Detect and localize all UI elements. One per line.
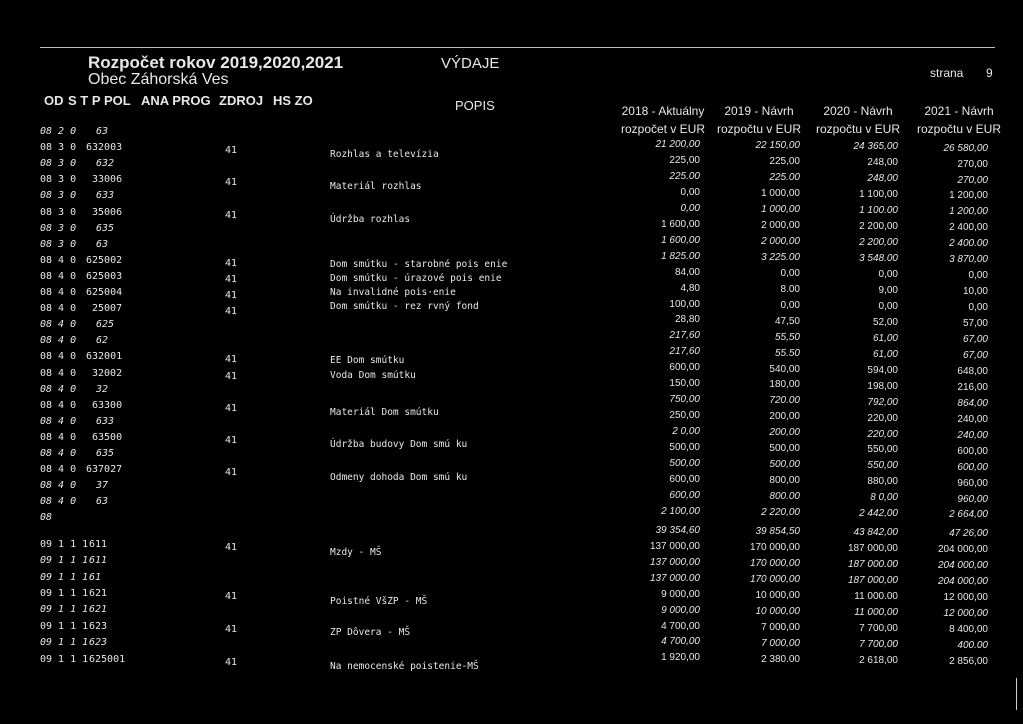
amount-2020: 8 0,00 — [870, 492, 898, 504]
amount-2020: 7 700,00 — [859, 638, 898, 650]
row-od: 08 4 0 — [40, 351, 77, 363]
amount-2019: 2 000,00 — [761, 219, 800, 231]
amount-2019: 47,50 — [774, 315, 800, 327]
row-od: 08 2 0 — [40, 126, 77, 137]
amount-2019: 225,00 — [769, 156, 800, 168]
amount-2019: 180,00 — [769, 379, 800, 391]
col-pol: POL — [104, 93, 131, 108]
row-od: 08 3 0 — [40, 222, 77, 234]
row-description: Dom smútku - rez rvný fond — [330, 301, 479, 313]
row-od: 08 3 0 — [40, 142, 77, 154]
amount-2018: 217,60 — [669, 346, 700, 358]
row-zdroj: 41 — [225, 145, 238, 157]
amount-2021: 960,00 — [957, 477, 988, 489]
row-od: 08 4 0 — [40, 254, 77, 266]
row-description: Mzdy - MŠ — [330, 546, 382, 558]
row-code: 633 — [96, 415, 115, 427]
amount-2020: 11 000,00 — [854, 606, 898, 618]
amount-2019: 55,50 — [774, 331, 800, 343]
amount-2021: 204 000,00 — [937, 560, 988, 572]
amount-2019: 8.00 — [780, 283, 800, 295]
row-description: Údržba rozhlas — [330, 213, 411, 225]
col-2018-line1: 2018 - Aktuálny — [621, 104, 705, 118]
row-code: 635 — [96, 222, 115, 234]
amount-2021: 600,00 — [957, 445, 988, 457]
row-od: 08 3 0 — [40, 174, 77, 186]
row-od: 09 1 1 1 — [40, 653, 89, 665]
row-od: 08 4 0 — [40, 287, 77, 298]
col-2020-line2: rozpočtu v EUR — [815, 122, 901, 136]
amount-2018: 2 100,00 — [661, 505, 700, 517]
row-code: 63 — [96, 238, 109, 250]
amount-2019: 170 000,00 — [749, 557, 800, 569]
amount-2019: 200,00 — [769, 427, 800, 439]
amount-2019: 0,00 — [780, 267, 800, 279]
amount-2019: 2 000,00 — [761, 235, 800, 247]
row-description: ZP Dôvera - MŠ — [330, 626, 411, 638]
col-ana-prog: ANA PROG — [141, 93, 211, 108]
row-od: 08 4 0 — [40, 303, 77, 315]
row-description: Materiál rozhlas — [330, 181, 422, 193]
amount-2020: 1 100,00 — [859, 189, 898, 201]
amount-2021: 67,00 — [962, 349, 988, 361]
row-od: 08 4 0 — [40, 367, 77, 379]
row-od: 09 1 1 1 — [40, 538, 89, 550]
amount-2021: 204 000,00 — [937, 576, 988, 588]
amount-2018: 39 354,60 — [655, 524, 700, 536]
amount-2020: 550,00 — [867, 444, 898, 456]
amount-2021: 12 000,00 — [943, 608, 988, 620]
row-od: 08 4 0 — [40, 383, 77, 395]
amount-2019: 7 000,00 — [761, 621, 800, 633]
row-code: 633 — [96, 190, 115, 202]
amount-2021: 3 870,00 — [949, 254, 988, 266]
amount-2020: 2 200,00 — [859, 237, 898, 249]
amount-2018: 600,00 — [669, 489, 700, 501]
amount-2018: 137 000.00 — [649, 572, 700, 584]
row-code: 625001 — [89, 653, 126, 665]
amount-2018: 1 825.00 — [661, 250, 700, 262]
amount-2019: 39 854,50 — [755, 526, 800, 537]
amount-2020: 187 000,00 — [847, 575, 898, 587]
amount-2019: 170 000,00 — [749, 541, 800, 553]
row-description: Dom smútku - úrazové pois enie — [330, 272, 502, 284]
col-2021-line2: rozpočtu v EUR — [916, 122, 1002, 136]
amount-2020: 43 842,00 — [853, 527, 898, 539]
amount-2020: 0,00 — [878, 300, 898, 312]
row-code: 637027 — [86, 464, 123, 476]
row-code: 32 — [96, 383, 109, 395]
row-code: 35006 — [92, 206, 123, 218]
amount-2021: 2 856,00 — [949, 656, 988, 667]
amount-2020: 52,00 — [872, 316, 898, 328]
row-zdroj: 41 — [225, 467, 238, 479]
amount-2019: 10 000,00 — [755, 605, 800, 617]
amount-2021: 648,00 — [957, 365, 988, 377]
amount-2019: 10 000,00 — [755, 589, 800, 601]
amount-2019: 0,00 — [780, 299, 800, 311]
row-description: Dom smútku - starobné pois enie — [330, 258, 508, 270]
row-od: 09 1 1 1 — [40, 620, 89, 632]
row-od: 08 3 0 — [40, 158, 77, 170]
amount-2020: 198,00 — [867, 380, 898, 392]
amount-2020: 792,00 — [867, 396, 898, 408]
amount-2018: 2 0,00 — [672, 426, 700, 438]
page-label: strana — [930, 66, 964, 80]
amount-2018: 225,00 — [669, 154, 700, 166]
row-zdroj: 41 — [225, 306, 238, 318]
amount-2020: 187 000.00 — [847, 559, 898, 571]
amount-2020: 2 442,00 — [859, 508, 898, 520]
row-code: 621 — [89, 588, 108, 599]
amount-2019: 800,00 — [769, 475, 800, 487]
row-code: 625004 — [86, 287, 123, 298]
row-description: Poistné VšZP - MŠ — [330, 596, 428, 607]
col-stp: S T P — [68, 93, 101, 108]
amount-2020: 2 200,00 — [859, 221, 898, 233]
amount-2020: 880,00 — [867, 476, 898, 488]
col-od: OD — [44, 93, 64, 108]
amount-2018: 1 920,00 — [661, 652, 700, 664]
row-code: 37 — [96, 480, 109, 492]
col-popis: POPIS — [455, 98, 495, 113]
amount-2020: 11 000.00 — [854, 591, 898, 602]
row-od: 08 4 0 — [40, 415, 77, 427]
row-od: 08 4 0 — [40, 431, 77, 443]
amount-2018: 600,00 — [669, 362, 700, 374]
amount-2021: 270,00 — [957, 174, 988, 186]
row-zdroj: 41 — [225, 656, 238, 668]
amount-2021: 1 200,00 — [949, 190, 988, 202]
amount-2018: 1 600,00 — [661, 218, 700, 230]
row-code: 625002 — [86, 254, 123, 266]
amount-2019: 2 380.00 — [761, 653, 800, 665]
amount-2021: 1 200,00 — [949, 206, 988, 218]
amount-2021: 240,00 — [957, 429, 988, 441]
row-od: 08 3 0 — [40, 238, 77, 250]
amount-2021: 204 000,00 — [937, 544, 988, 556]
row-zdroj: 41 — [225, 257, 238, 269]
row-description: Odmeny dohoda Dom smú ku — [330, 472, 468, 484]
row-zdroj: 41 — [225, 402, 238, 414]
amount-2020: 248,00 — [867, 157, 898, 169]
amount-2020: 187 000,00 — [847, 543, 898, 555]
col-2019-line1: 2019 - Návrh — [724, 104, 794, 118]
amount-2018: 84,00 — [674, 266, 700, 278]
amount-2021: 2 664,00 — [949, 509, 988, 521]
row-od: 08 3 0 — [40, 190, 77, 202]
amount-2021: 216,00 — [957, 381, 988, 393]
amount-2018: 500,00 — [669, 442, 700, 454]
row-zdroj: 41 — [225, 591, 238, 602]
row-od: 09 1 1 1 — [40, 555, 89, 567]
amount-2021: 600,00 — [957, 461, 988, 473]
amount-2019: 500,00 — [769, 459, 800, 471]
amount-2020: 1 100.00 — [859, 205, 898, 217]
row-code: 621 — [89, 604, 108, 616]
amount-2021: 26 580,00 — [943, 142, 988, 154]
col-2021-line1: 2021 - Návrh — [924, 104, 994, 118]
amount-2018: 137 000,00 — [649, 556, 700, 568]
row-code: 611 — [89, 538, 108, 550]
amount-2020: 61,00 — [872, 332, 898, 344]
row-code: 63 — [96, 496, 109, 508]
amount-2019: 720.00 — [769, 395, 800, 407]
amount-2020: 3 548.00 — [859, 253, 898, 265]
amount-2019: 1 000,00 — [761, 204, 800, 215]
amount-2018: 21 200,00 — [655, 139, 700, 150]
amount-2021: 8 400,00 — [949, 624, 988, 636]
amount-2020: 24 365,00 — [853, 141, 898, 153]
row-zdroj: 41 — [225, 290, 238, 301]
amount-2018: 4 700,00 — [661, 620, 700, 632]
row-description: Údržba budovy Dom smú ku — [330, 438, 468, 450]
row-od: 08 3 0 — [40, 206, 77, 218]
row-zdroj: 41 — [225, 370, 238, 382]
row-code: 62 — [96, 335, 109, 347]
amount-2019: 200,00 — [769, 411, 800, 423]
row-code: 63300 — [92, 399, 123, 411]
amount-2018: 4,80 — [680, 282, 700, 294]
row-od: 08 4 0 — [40, 319, 77, 331]
amount-2021: 960,00 — [957, 493, 988, 505]
row-zdroj: 41 — [225, 273, 238, 285]
amount-2018: 250,00 — [669, 410, 700, 422]
document-title: Rozpočet rokov 2019,2020,2021 — [88, 53, 344, 72]
amount-2021: 47 26,00 — [949, 528, 988, 540]
edge-mark — [1016, 678, 1017, 710]
amount-2020: 2 618,00 — [859, 654, 898, 666]
amount-2018: 0,00 — [680, 186, 700, 198]
amount-2019: 540,00 — [769, 363, 800, 375]
row-zdroj: 41 — [225, 354, 238, 366]
amount-2019: 7 000,00 — [761, 637, 800, 649]
col-2018-line2: rozpočet v EUR — [620, 122, 706, 136]
amount-2018: 100,00 — [669, 298, 700, 310]
amount-2019: 225.00 — [769, 172, 800, 184]
row-od: 08 4 0 — [40, 335, 77, 347]
header-rule — [40, 47, 995, 48]
col-hs-zo: HS ZO — [273, 93, 313, 108]
amount-2020: 61,00 — [872, 348, 898, 360]
row-code: 63 — [96, 126, 109, 137]
row-zdroj: 41 — [225, 434, 238, 446]
col-2020-line1: 2020 - Návrh — [823, 104, 893, 118]
row-code: 63500 — [92, 431, 123, 443]
row-zdroj: 41 — [225, 209, 238, 221]
amount-2019: 22 150,00 — [755, 140, 800, 152]
amount-2019: 170 000,00 — [749, 573, 800, 585]
amount-2018: 600,00 — [669, 473, 700, 485]
amount-2018: 137 000,00 — [649, 540, 700, 552]
amount-2018: 750,00 — [669, 394, 700, 406]
row-code: 625 — [96, 319, 115, 331]
row-zdroj: 41 — [225, 541, 238, 553]
amount-2018: 9 000,00 — [661, 588, 700, 600]
amount-2018: 4 700,00 — [661, 636, 700, 648]
row-od: 09 1 1 1 — [40, 604, 89, 616]
row-od: 08 4 0 — [40, 270, 77, 282]
amount-2019: 3 225.00 — [761, 251, 800, 263]
row-description: Na invalidné pois·enie — [330, 287, 456, 298]
amount-2019: 2 220,00 — [761, 507, 800, 519]
col-zdroj: ZDROJ — [219, 93, 264, 108]
row-code: 611 — [89, 555, 108, 567]
row-description: EE Dom smútku — [330, 355, 405, 367]
amount-2021: 10,00 — [962, 286, 988, 298]
section-title: VÝDAJE — [441, 55, 500, 72]
row-description: Rozhlas a televízia — [330, 149, 439, 161]
amount-2018: 9 000,00 — [661, 604, 700, 616]
row-code: 635 — [96, 448, 115, 459]
row-code: 625003 — [86, 270, 123, 282]
amount-2018: 225.00 — [669, 170, 700, 182]
amount-2018: 28,80 — [674, 314, 700, 326]
amount-2019: 500,00 — [769, 443, 800, 455]
amount-2021: 864,00 — [957, 397, 988, 409]
row-od: 08 — [40, 512, 53, 524]
row-code: 632003 — [86, 142, 123, 154]
amount-2018: 0,00 — [680, 202, 700, 214]
row-code: 61 — [89, 571, 102, 583]
row-code: 32002 — [92, 367, 123, 379]
amount-2020: 594,00 — [867, 364, 898, 376]
row-od: 08 4 0 — [40, 496, 77, 508]
row-od: 09 1 1 1 — [40, 588, 89, 599]
row-od: 09 1 1 1 — [40, 637, 89, 649]
row-description: Na nemocenské poistenie-MŠ — [330, 660, 479, 672]
row-od: 08 4 0 — [40, 448, 77, 459]
row-description: Materiál Dom smútku — [330, 406, 439, 418]
amount-2018: 217,60 — [669, 330, 700, 342]
row-description: Voda Dom smútku — [330, 369, 416, 381]
row-code: 632001 — [86, 351, 123, 363]
amount-2021: 67,00 — [962, 334, 988, 345]
amount-2020: 0,00 — [878, 269, 898, 280]
amount-2018: 1 600,00 — [661, 234, 700, 246]
row-code: 623 — [89, 637, 108, 649]
amount-2019: 1 000,00 — [761, 188, 800, 200]
amount-2021: 12 000,00 — [943, 592, 988, 604]
amount-2020: 220,00 — [867, 412, 898, 424]
amount-2020: 7 700,00 — [859, 622, 898, 634]
page-number: 9 — [986, 66, 993, 80]
row-od: 08 4 0 — [40, 480, 77, 492]
row-od: 08 4 0 — [40, 399, 77, 411]
amount-2021: 57,00 — [962, 318, 988, 330]
col-2019-line2: rozpočtu v EUR — [716, 122, 802, 136]
amount-2019: 55.50 — [774, 347, 800, 359]
row-code: 623 — [89, 620, 108, 632]
amount-2018: 500,00 — [669, 458, 700, 469]
amount-2020: 9,00 — [878, 284, 898, 296]
municipality-name: Obec Záhorská Ves — [88, 71, 229, 88]
amount-2021: 270,00 — [957, 158, 988, 170]
amount-2019: 800.00 — [769, 491, 800, 503]
amount-2021: 0,00 — [968, 270, 988, 282]
amount-2021: 400.00 — [957, 640, 988, 652]
row-zdroj: 41 — [225, 177, 238, 189]
amount-2020: 220,00 — [867, 428, 898, 440]
amount-2020: 248,00 — [867, 173, 898, 185]
amount-2020: 550,00 — [867, 460, 898, 472]
amount-2021: 0,00 — [968, 302, 988, 314]
row-od: 08 4 0 — [40, 464, 77, 476]
row-od: 09 1 1 1 — [40, 571, 89, 583]
row-code: 25007 — [92, 303, 123, 315]
row-code: 33006 — [92, 174, 123, 186]
row-code: 632 — [96, 158, 115, 170]
row-zdroj: 41 — [225, 623, 238, 635]
amount-2021: 2 400,00 — [949, 222, 988, 234]
amount-2021: 240,00 — [957, 413, 988, 425]
amount-2018: 150,00 — [669, 378, 700, 390]
amount-2021: 2 400.00 — [949, 238, 988, 250]
